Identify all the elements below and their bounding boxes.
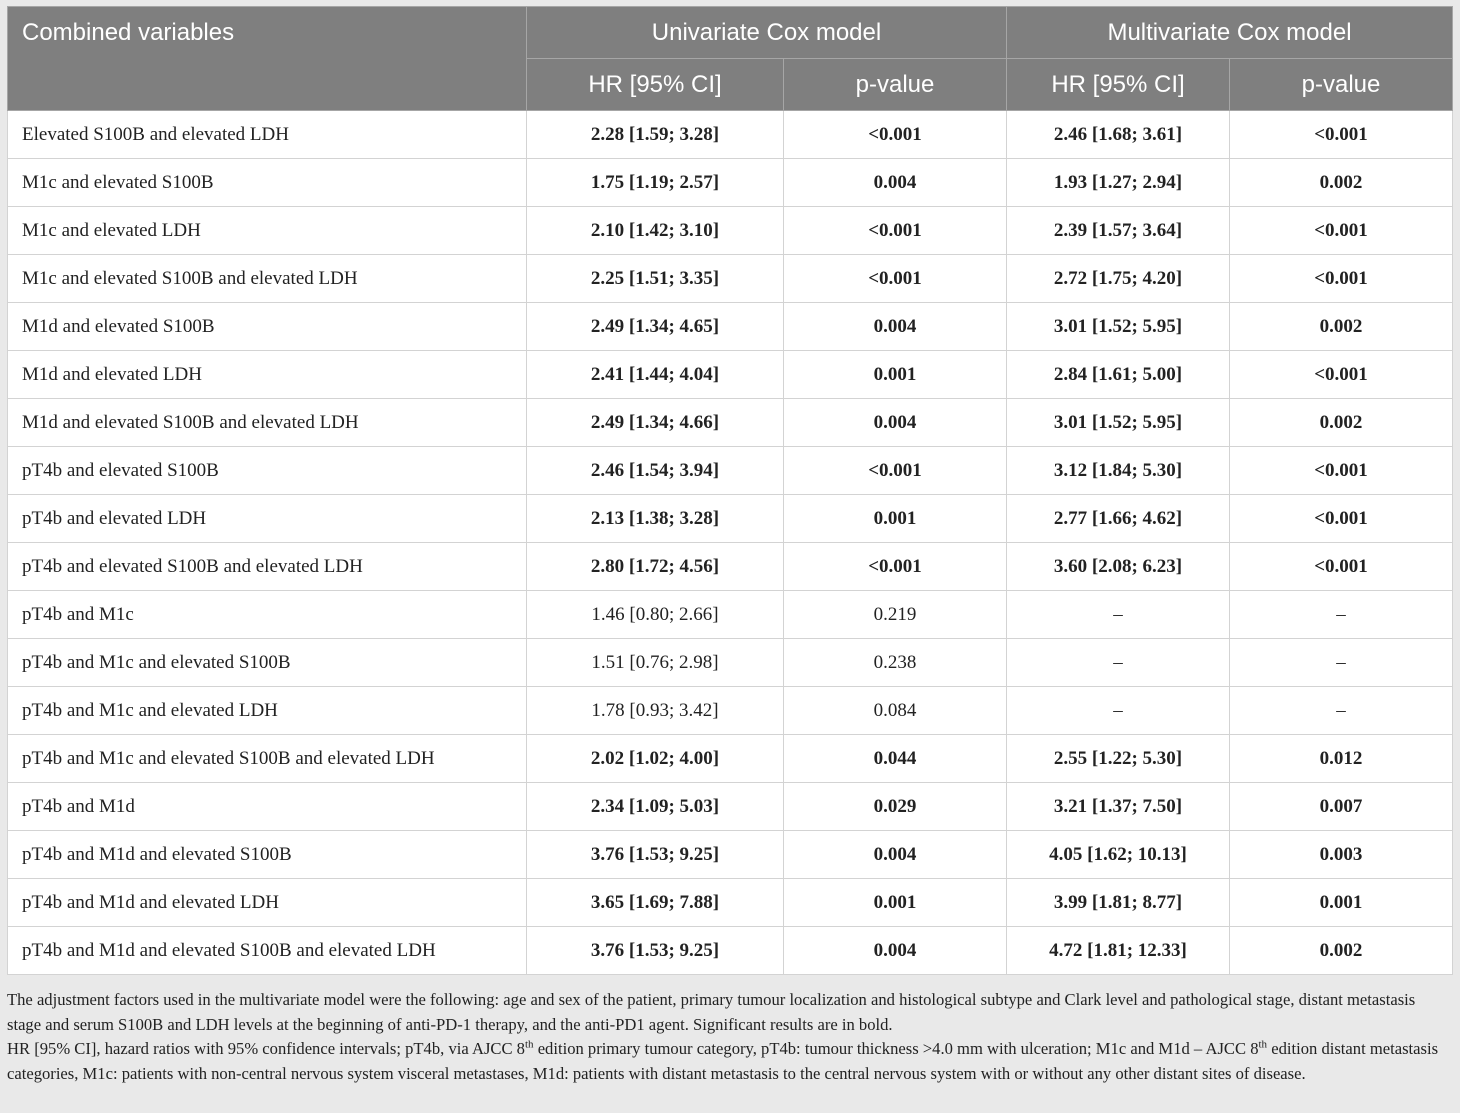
univariate-hr-cell: 2.02 [1.02; 4.00] <box>527 735 784 783</box>
univariate-hr-cell: 3.65 [1.69; 7.88] <box>527 879 784 927</box>
table-row <box>8 303 1453 351</box>
table-row <box>8 879 1453 927</box>
multivariate-p-cell: <0.001 <box>1230 447 1453 495</box>
table-row <box>8 207 1453 255</box>
multivariate-p-cell: <0.001 <box>1230 351 1453 399</box>
variable-cell: M1c and elevated LDH <box>8 207 527 255</box>
multivariate-hr-header: HR [95% CI] <box>1007 59 1230 111</box>
univariate-hr-cell: 2.46 [1.54; 3.94] <box>527 447 784 495</box>
variable-cell: pT4b and M1d <box>8 783 527 831</box>
table-row <box>8 831 1453 879</box>
variable-cell: M1d and elevated S100B <box>8 303 527 351</box>
variable-cell: pT4b and M1d and elevated S100B and elevated LDH <box>8 927 527 975</box>
multivariate-p-cell: <0.001 <box>1230 111 1453 159</box>
variable-cell: pT4b and M1d and elevated S100B <box>8 831 527 879</box>
multivariate-hr-cell: 4.05 [1.62; 10.13] <box>1007 831 1230 879</box>
univariate-hr-cell: 2.49 [1.34; 4.65] <box>527 303 784 351</box>
multivariate-p-cell: 0.007 <box>1230 783 1453 831</box>
variable-cell: pT4b and elevated S100B and elevated LDH <box>8 543 527 591</box>
multivariate-hr-cell: 2.46 [1.68; 3.61] <box>1007 111 1230 159</box>
univariate-p-cell: 0.044 <box>784 735 1007 783</box>
multivariate-hr-cell: – <box>1007 687 1230 735</box>
univariate-hr-header: HR [95% CI] <box>527 59 784 111</box>
variable-cell: pT4b and elevated LDH <box>8 495 527 543</box>
univariate-p-cell: 0.238 <box>784 639 1007 687</box>
table-header <box>8 7 1453 111</box>
univariate-hr-cell: 2.49 [1.34; 4.66] <box>527 399 784 447</box>
multivariate-p-cell: – <box>1230 591 1453 639</box>
univariate-hr-cell: 2.13 [1.38; 3.28] <box>527 495 784 543</box>
univariate-p-cell: 0.004 <box>784 303 1007 351</box>
footnote-abbr-part2: edition primary tumour category, pT4b: tumour thickness >4.0 mm with ulceration; M1c and M1d – AJCC 8 <box>533 1039 1259 1058</box>
variable-cell: M1d and elevated LDH <box>8 351 527 399</box>
univariate-p-cell: 0.004 <box>784 831 1007 879</box>
univariate-p-cell: 0.004 <box>784 399 1007 447</box>
table-row <box>8 543 1453 591</box>
multivariate-hr-cell: 3.99 [1.81; 8.77] <box>1007 879 1230 927</box>
variable-cell: pT4b and M1c and elevated LDH <box>8 687 527 735</box>
multivariate-hr-cell: 2.72 [1.75; 4.20] <box>1007 255 1230 303</box>
univariate-p-cell: 0.004 <box>784 159 1007 207</box>
table-row <box>8 687 1453 735</box>
multivariate-hr-cell: 2.55 [1.22; 5.30] <box>1007 735 1230 783</box>
header-row-groups <box>8 7 1453 59</box>
footnote-abbr-part1: HR [95% CI], hazard ratios with 95% confidence intervals; pT4b, via AJCC 8 <box>7 1039 525 1058</box>
table-footnote <box>7 988 1453 1086</box>
table-row <box>8 111 1453 159</box>
univariate-p-cell: <0.001 <box>784 447 1007 495</box>
univariate-p-header: p-value <box>784 59 1007 111</box>
multivariate-hr-cell: – <box>1007 591 1230 639</box>
multivariate-p-cell: <0.001 <box>1230 207 1453 255</box>
variable-cell: M1c and elevated S100B and elevated LDH <box>8 255 527 303</box>
univariate-p-cell: <0.001 <box>784 255 1007 303</box>
table-row <box>8 639 1453 687</box>
multivariate-hr-cell: 3.21 [1.37; 7.50] <box>1007 783 1230 831</box>
variable-cell: pT4b and elevated S100B <box>8 447 527 495</box>
univariate-p-cell: 0.029 <box>784 783 1007 831</box>
variable-cell: pT4b and M1c and elevated S100B and elevated LDH <box>8 735 527 783</box>
univariate-p-cell: 0.004 <box>784 927 1007 975</box>
multivariate-hr-cell: 2.39 [1.57; 3.64] <box>1007 207 1230 255</box>
table-row <box>8 735 1453 783</box>
footnote-abbreviations <box>7 1037 1453 1086</box>
univariate-hr-cell: 3.76 [1.53; 9.25] <box>527 831 784 879</box>
univariate-hr-cell: 2.80 [1.72; 4.56] <box>527 543 784 591</box>
variable-cell: pT4b and M1c and elevated S100B <box>8 639 527 687</box>
multivariate-p-cell: <0.001 <box>1230 255 1453 303</box>
univariate-hr-cell: 3.76 [1.53; 9.25] <box>527 927 784 975</box>
univariate-hr-cell: 1.46 [0.80; 2.66] <box>527 591 784 639</box>
variable-cell: pT4b and M1c <box>8 591 527 639</box>
multivariate-hr-cell: 4.72 [1.81; 12.33] <box>1007 927 1230 975</box>
multivariate-p-cell: <0.001 <box>1230 495 1453 543</box>
table-row <box>8 927 1453 975</box>
table-body <box>8 111 1453 975</box>
table-row <box>8 591 1453 639</box>
footnote-adjustment: The adjustment factors used in the multivariate model were the following: age and sex of the patient, primary tumour localization and histological subtype and Clark level and pathological stage, distant metastasis stage and serum S100B and LDH levels at the beginning of anti-PD-1 therapy, and the anti-PD1 agent. Significant results are in bold. <box>7 990 1416 1034</box>
table-row <box>8 495 1453 543</box>
variable-cell: M1c and elevated S100B <box>8 159 527 207</box>
univariate-hr-cell: 2.10 [1.42; 3.10] <box>527 207 784 255</box>
footnote-abbr-part3: edition distant metastasis categories, M1c: patients with non-central nervous system visceral metastases, M1d: patients with distant metastasis to the central nervous system with or without any other distant sites of disease. <box>7 1039 1439 1083</box>
multivariate-hr-cell: 2.84 [1.61; 5.00] <box>1007 351 1230 399</box>
table-row <box>8 783 1453 831</box>
multivariate-hr-cell: – <box>1007 639 1230 687</box>
univariate-hr-cell: 1.75 [1.19; 2.57] <box>527 159 784 207</box>
footnote-sup-2: th <box>1258 1038 1268 1051</box>
multivariate-p-cell: <0.001 <box>1230 543 1453 591</box>
multivariate-p-cell: 0.002 <box>1230 399 1453 447</box>
univariate-p-cell: 0.001 <box>784 351 1007 399</box>
multivariate-hr-cell: 3.01 [1.52; 5.95] <box>1007 303 1230 351</box>
univariate-hr-cell: 2.34 [1.09; 5.03] <box>527 783 784 831</box>
table-row <box>8 351 1453 399</box>
table-row <box>8 159 1453 207</box>
univariate-hr-cell: 1.51 [0.76; 2.98] <box>527 639 784 687</box>
univariate-p-cell: 0.219 <box>784 591 1007 639</box>
variable-cell: M1d and elevated S100B and elevated LDH <box>8 399 527 447</box>
results-table <box>7 6 1453 975</box>
multivariate-hr-cell: 3.12 [1.84; 5.30] <box>1007 447 1230 495</box>
multivariate-p-cell: 0.001 <box>1230 879 1453 927</box>
table-row <box>8 399 1453 447</box>
variable-cell: Elevated S100B and elevated LDH <box>8 111 527 159</box>
multivariate-hr-cell: 3.01 [1.52; 5.95] <box>1007 399 1230 447</box>
univariate-p-cell: <0.001 <box>784 543 1007 591</box>
multivariate-p-cell: 0.002 <box>1230 159 1453 207</box>
footnote-sup-1: th <box>524 1038 534 1051</box>
multivariate-group-header: Multivariate Cox model <box>1007 7 1453 59</box>
table-row <box>8 447 1453 495</box>
variable-cell: pT4b and M1d and elevated LDH <box>8 879 527 927</box>
multivariate-p-cell: – <box>1230 687 1453 735</box>
univariate-p-cell: 0.001 <box>784 879 1007 927</box>
multivariate-p-cell: 0.002 <box>1230 927 1453 975</box>
univariate-p-cell: 0.001 <box>784 495 1007 543</box>
univariate-hr-cell: 2.28 [1.59; 3.28] <box>527 111 784 159</box>
univariate-p-cell: <0.001 <box>784 111 1007 159</box>
univariate-p-cell: 0.084 <box>784 687 1007 735</box>
univariate-p-cell: <0.001 <box>784 207 1007 255</box>
multivariate-p-cell: 0.002 <box>1230 303 1453 351</box>
multivariate-hr-cell: 1.93 [1.27; 2.94] <box>1007 159 1230 207</box>
table-row <box>8 255 1453 303</box>
multivariate-p-cell: – <box>1230 639 1453 687</box>
univariate-group-header: Univariate Cox model <box>527 7 1007 59</box>
combined-variables-header: Combined variables <box>8 7 527 111</box>
multivariate-p-cell: 0.003 <box>1230 831 1453 879</box>
univariate-hr-cell: 2.25 [1.51; 3.35] <box>527 255 784 303</box>
multivariate-hr-cell: 3.60 [2.08; 6.23] <box>1007 543 1230 591</box>
multivariate-p-header: p-value <box>1230 59 1453 111</box>
multivariate-hr-cell: 2.77 [1.66; 4.62] <box>1007 495 1230 543</box>
univariate-hr-cell: 2.41 [1.44; 4.04] <box>527 351 784 399</box>
univariate-hr-cell: 1.78 [0.93; 3.42] <box>527 687 784 735</box>
multivariate-p-cell: 0.012 <box>1230 735 1453 783</box>
